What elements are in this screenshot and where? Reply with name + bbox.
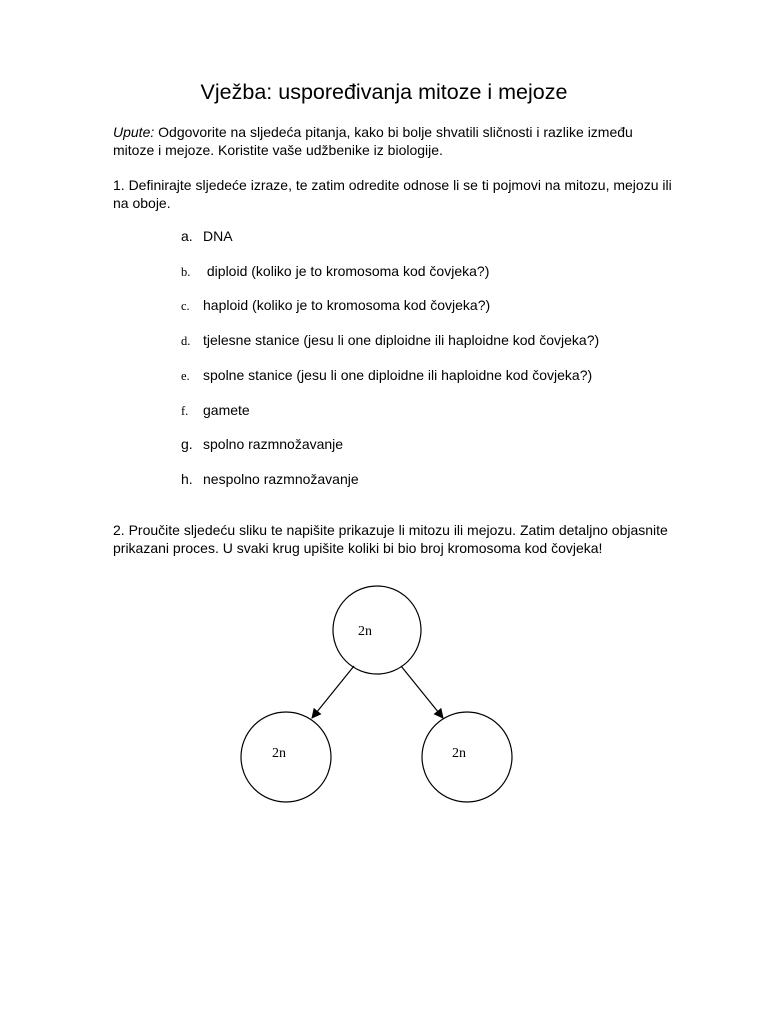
list-item-text: diploid (koliko je to kromosoma kod čovjeka?) [203, 263, 490, 279]
right-daughter-cell-label: 2n [452, 746, 466, 761]
list-item-letter: a. [181, 228, 193, 244]
parent-cell-label: 2n [358, 624, 372, 639]
list-item-text: spolno razmnožavanje [203, 436, 344, 452]
left-arrow [312, 666, 354, 718]
list-item-text: DNA [203, 228, 233, 244]
list-item [181, 470, 359, 488]
list-item [181, 366, 592, 385]
list-item-text: tjelesne stanice (jesu li one diploidne ili haploidne kod čovjeka?) [203, 332, 600, 348]
instructions-label: Upute: [113, 124, 155, 140]
list-item [181, 401, 250, 420]
list-item-text: haploid (koliko je to kromosoma kod čovjeka?) [203, 297, 491, 313]
list-item-letter: g. [181, 436, 193, 452]
list-item-text: nespolno razmnožavanje [203, 471, 359, 487]
list-item [181, 262, 489, 281]
list-item [181, 331, 599, 350]
list-item-letter: f. [181, 404, 189, 418]
question-2-text: 2. Proučite sljedeću sliku te napišite prikazuje li mitozu ili mejozu. Zatim detaljno objasnite prikazani proces. U svaki krug upišite koliki bi bio broj kromosoma kod čovjeka! [113, 522, 668, 556]
right-arrow [401, 666, 443, 718]
left-daughter-cell-label: 2n [272, 746, 286, 761]
list-item-text: spolne stanice (jesu li one diploidne ili haploidne kod čovjeka?) [203, 367, 593, 383]
list-item [181, 227, 233, 245]
page-title: Vježba: uspoređivanja mitoze i mejoze [200, 80, 568, 104]
list-item-letter: c. [181, 299, 190, 313]
instructions [113, 123, 673, 159]
list-item-letter: h. [181, 471, 193, 487]
list-item-letter: b. [181, 265, 191, 279]
list-item [181, 296, 490, 315]
question-1-text: 1. Definirajte sljedeće izraze, te zatim odredite odnose li se ti pojmovi na mitozu, mejozu ili na oboje. [113, 177, 672, 211]
instructions-text: Odgovorite na sljedeća pitanja, kako bi bolje shvatili sličnosti i razlike između mitoze i mejoze. Koristite vaše udžbenike iz biologije. [113, 124, 633, 158]
parent-cell-circle [333, 586, 421, 674]
right-daughter-cell-circle [422, 712, 512, 802]
list-item-letter: d. [181, 334, 191, 348]
left-daughter-cell-circle [241, 712, 331, 802]
list-item [181, 435, 343, 453]
list-item-letter: e. [181, 369, 190, 383]
list-item-text: gamete [203, 402, 250, 418]
